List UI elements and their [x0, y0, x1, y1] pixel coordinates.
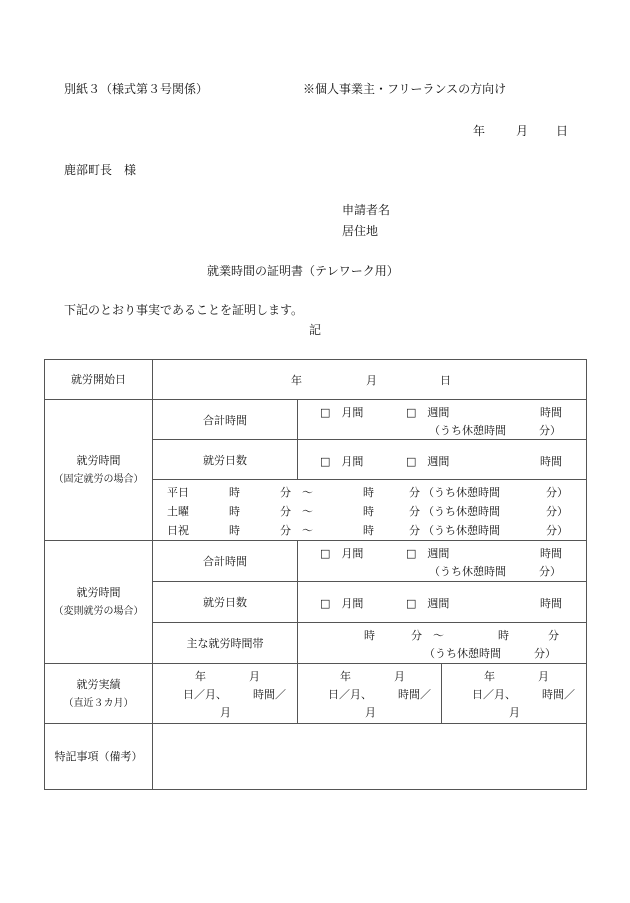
record-2-hours: 時間／: [398, 688, 431, 701]
start-day-unit: 日: [440, 374, 451, 387]
start-year-unit: 年: [291, 374, 302, 387]
start-date-row: [45, 360, 587, 400]
variable-total-break: （うち休憩時間 分）: [429, 565, 561, 578]
record-2-per-month: 月: [365, 706, 376, 719]
variable-start-hour-unit: 時: [364, 629, 375, 642]
variable-main-hours-field[interactable]: [298, 623, 587, 664]
record-3-hours: 時間／: [542, 688, 575, 701]
fixed-days-week-checkbox[interactable]: □ 週間: [406, 455, 450, 468]
work-record-month-1[interactable]: [153, 664, 298, 724]
variable-end-minute-unit: 分: [548, 629, 559, 642]
record-1-year: 年: [195, 670, 206, 683]
fixed-schedule-break-minute-column: 分） 分） 分）: [546, 486, 568, 537]
fixed-schedule-break-column: （うち休憩時間 （うち休憩時間 （うち休憩時間: [423, 486, 500, 537]
variable-total-label: 合計時間: [153, 541, 298, 582]
record-3-month: 月: [538, 670, 549, 683]
attachment-label: 別紙３（様式第３号関係）: [64, 82, 209, 96]
start-date-field[interactable]: [153, 360, 587, 400]
notes-label: 特記事項（備考）: [45, 724, 153, 790]
variable-days-month-checkbox[interactable]: □ 月間: [320, 597, 364, 610]
variable-total-week-checkbox[interactable]: □ 週間: [406, 547, 450, 560]
statement: 下記のとおり事実であることを証明します。: [64, 303, 304, 317]
fixed-days-month-checkbox[interactable]: □ 月間: [320, 455, 364, 468]
variable-hours-label: 就労時間 （変則就労の場合）: [45, 541, 153, 664]
record-1-per-month: 月: [220, 706, 231, 719]
notes-field[interactable]: [153, 724, 587, 790]
variable-start-minute-unit: 分 ～: [411, 629, 444, 642]
ki-label: 記: [309, 323, 322, 337]
fixed-schedule-field[interactable]: [153, 480, 587, 541]
applicant-address-label: 居住地: [342, 224, 379, 238]
variable-total-month-checkbox[interactable]: □ 月間: [320, 547, 364, 560]
start-month-unit: 月: [366, 374, 377, 387]
certificate-form: [44, 359, 587, 790]
record-3-per-month: 月: [509, 706, 520, 719]
fixed-days-hours-unit: 時間: [540, 455, 562, 468]
fixed-days-field[interactable]: [298, 440, 587, 480]
record-3-year: 年: [484, 670, 495, 683]
work-record-month-3[interactable]: [442, 664, 587, 724]
fixed-schedule-day-column: 平日 土曜 日祝: [167, 486, 189, 537]
variable-end-hour-unit: 時: [498, 629, 509, 642]
record-2-year: 年: [340, 670, 351, 683]
recipient: 鹿部町長 様: [64, 163, 137, 177]
fixed-schedule-start-hour-column: 時 時 時: [229, 486, 240, 537]
date-month: 月: [516, 124, 529, 138]
record-2-month: 月: [394, 670, 405, 683]
variable-days-field[interactable]: [298, 582, 587, 623]
fixed-total-label: 合計時間: [153, 400, 298, 440]
variable-total-hours-unit: 時間: [540, 547, 562, 560]
record-1-month: 月: [249, 670, 260, 683]
record-3-days: 日／月、: [472, 688, 516, 701]
record-1-hours: 時間／: [253, 688, 286, 701]
start-date-label: 就労開始日: [45, 360, 153, 400]
fixed-hours-label: 就労時間 （固定就労の場合）: [45, 400, 153, 541]
variable-days-label: 就労日数: [153, 582, 298, 623]
variable-days-week-checkbox[interactable]: □ 週間: [406, 597, 450, 610]
fixed-schedule-end-hour-column: 時 時 時: [363, 486, 374, 537]
fixed-total-field[interactable]: [298, 400, 587, 440]
fixed-total-break: （うち休憩時間 分）: [429, 424, 561, 437]
record-2-days: 日／月、: [328, 688, 372, 701]
work-record-month-2[interactable]: [298, 664, 442, 724]
date-year: 年: [473, 124, 486, 138]
fixed-days-label: 就労日数: [153, 440, 298, 480]
variable-main-hours-label: 主な就労時間帯: [153, 623, 298, 664]
fixed-schedule-start-minute-column: 分 ～ 分 ～ 分 ～: [280, 486, 313, 537]
audience-note: ※個人事業主・フリーランスの方向け: [303, 82, 507, 96]
fixed-total-hours-unit: 時間: [540, 406, 562, 419]
fixed-total-week-checkbox[interactable]: □ 週間: [406, 406, 450, 419]
variable-main-break: （うち休憩時間 分）: [424, 647, 556, 660]
applicant-name-label: 申請者名: [342, 203, 391, 217]
variable-days-hours-unit: 時間: [540, 597, 562, 610]
work-record-label: 就労実績 （直近３カ月）: [45, 664, 153, 724]
date-day: 日: [556, 124, 569, 138]
variable-total-field[interactable]: [298, 541, 587, 582]
fixed-total-month-checkbox[interactable]: □ 月間: [320, 406, 364, 419]
fixed-schedule-end-minute-column: 分 分 分: [409, 486, 420, 537]
record-1-days: 日／月、: [183, 688, 227, 701]
document-title: 就業時間の証明書（テレワーク用）: [207, 264, 399, 278]
